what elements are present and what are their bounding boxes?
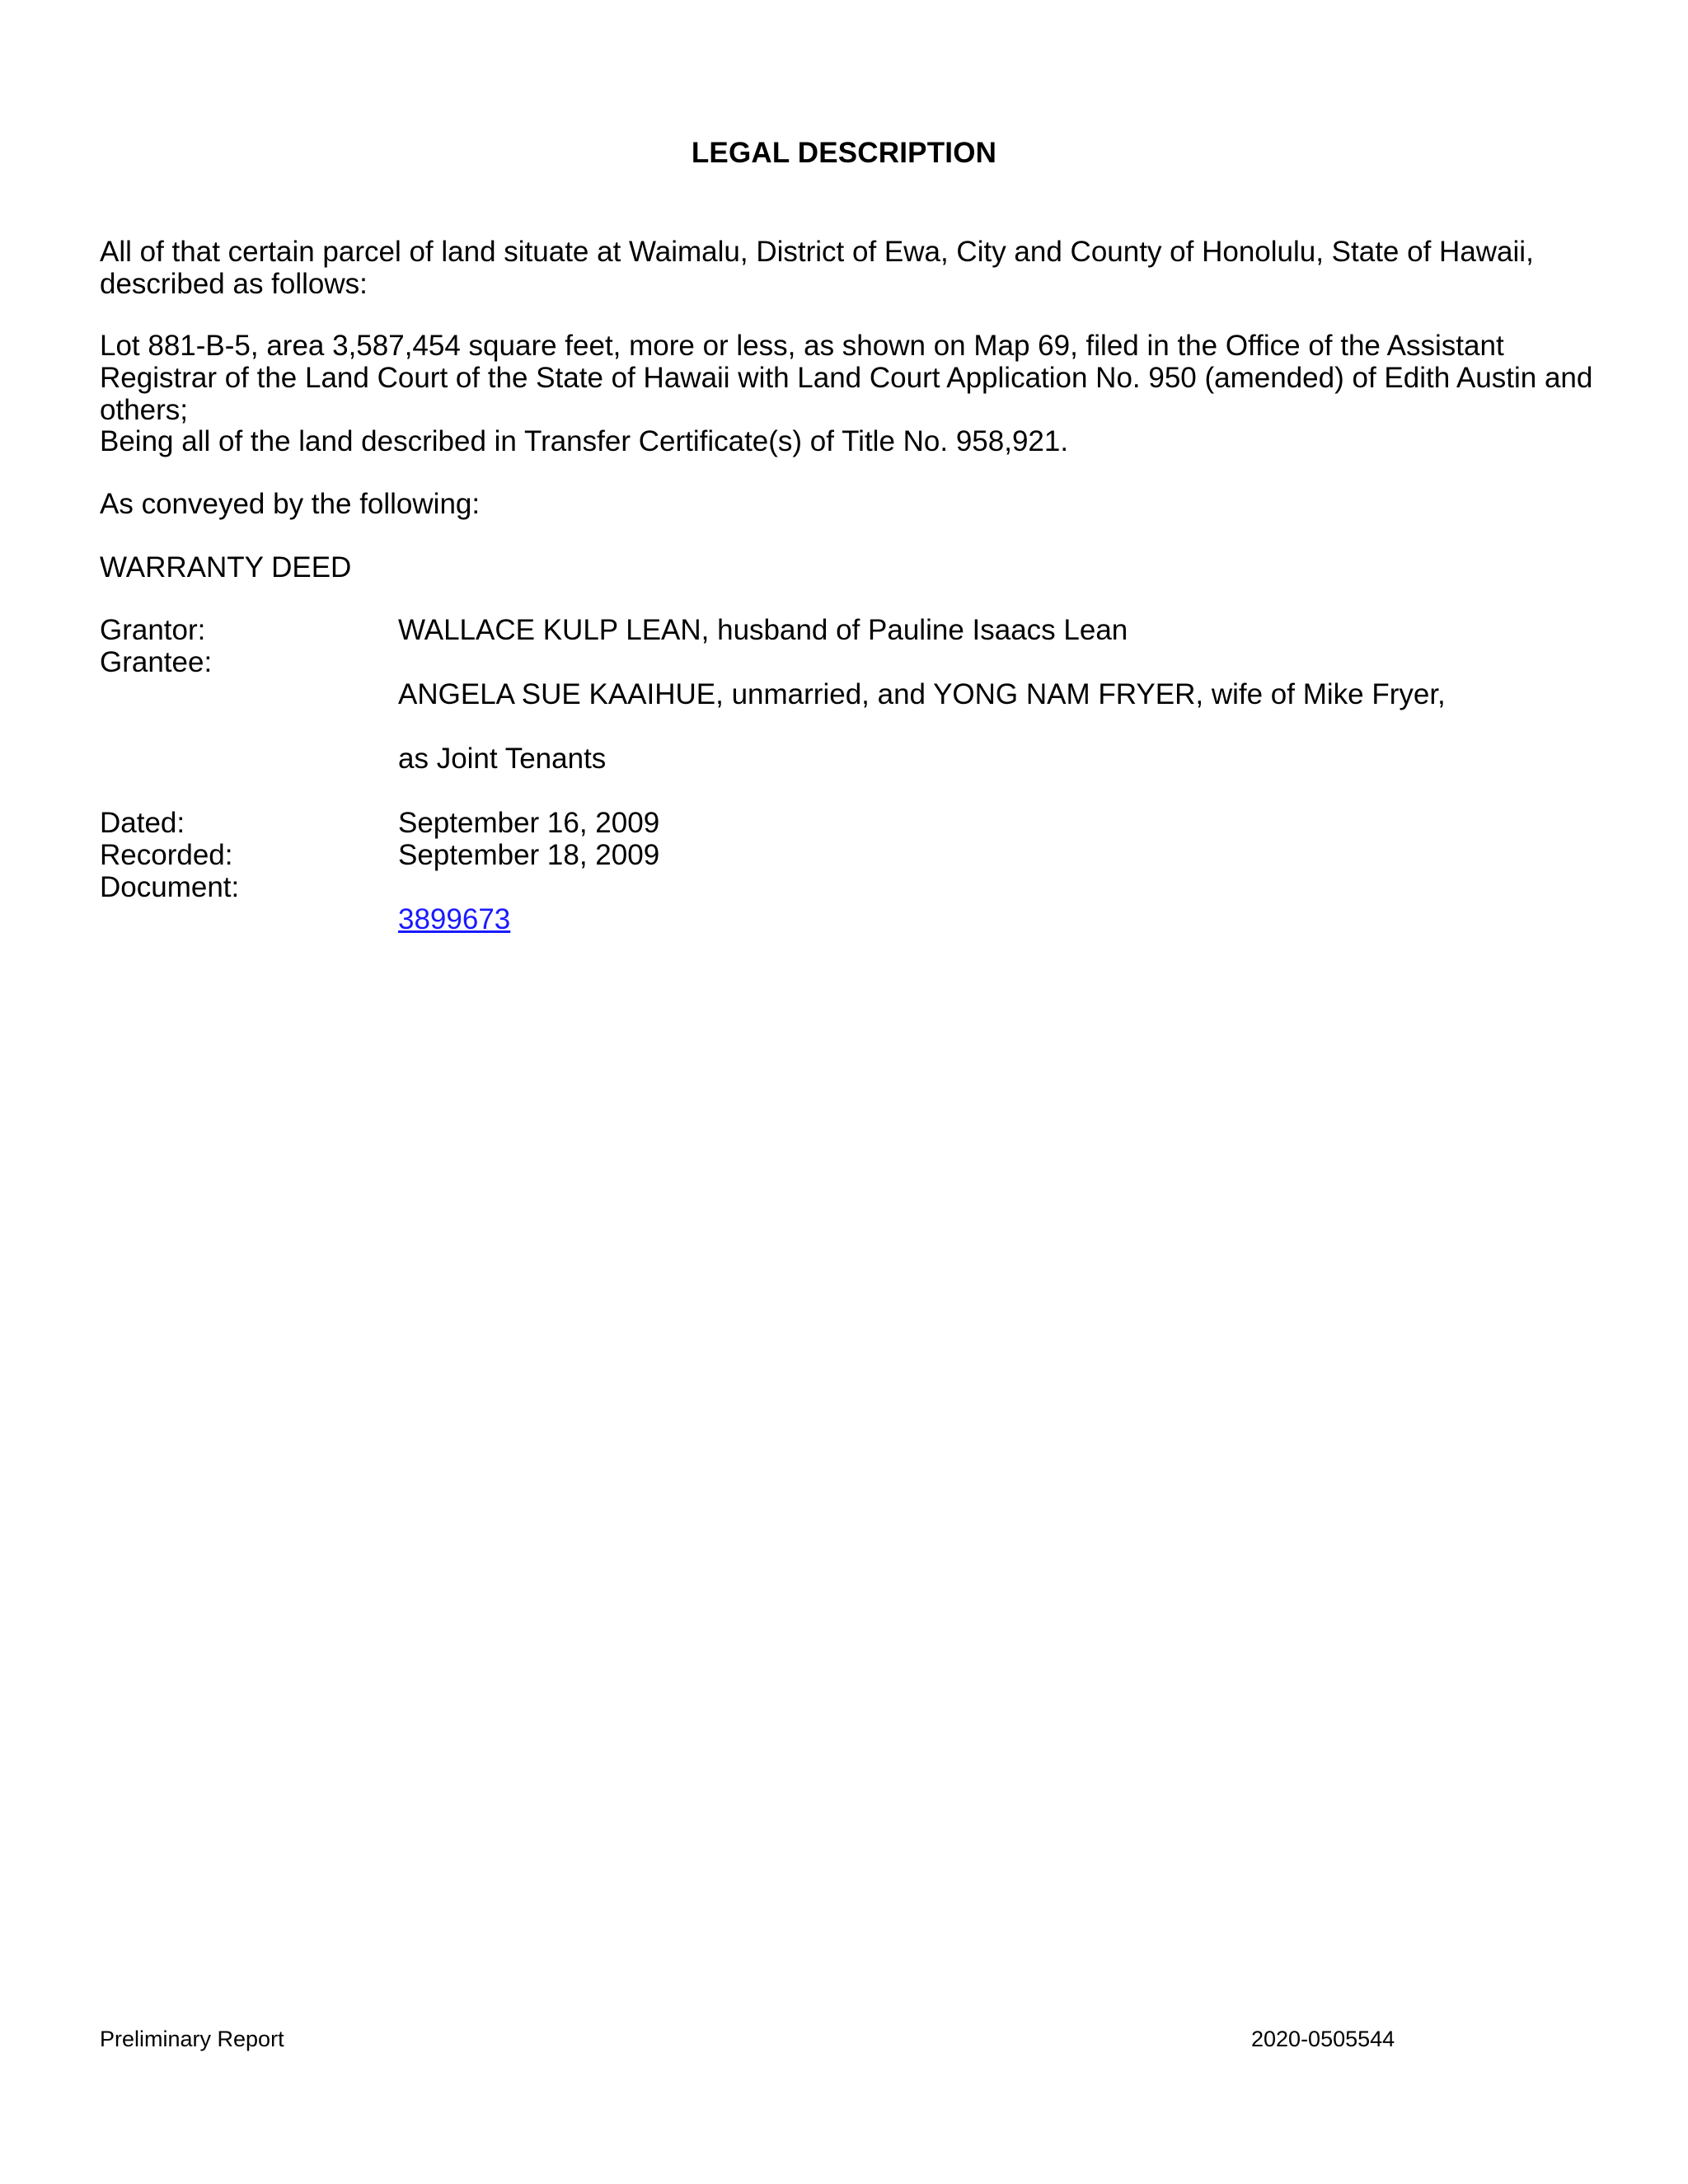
- dated-label: Dated:: [100, 807, 185, 839]
- grantor-row: [100, 614, 1616, 646]
- grantee-value: [398, 646, 1616, 807]
- document-value-cell: [398, 871, 1616, 935]
- grantee-label: Grantee:: [100, 646, 213, 678]
- grantor-value: WALLACE KULP LEAN, husband of Pauline Isaacs Lean: [398, 614, 1128, 646]
- grantee-row: [100, 646, 1616, 807]
- dated-row: [100, 807, 1616, 839]
- grantee-value-line2: as Joint Tenants: [398, 743, 607, 775]
- recorded-label: Recorded:: [100, 839, 233, 871]
- dated-value: September 16, 2009: [398, 807, 660, 839]
- grantee-value-line1: ANGELA SUE KAAIHUE, unmarried, and YONG NAM FRYER, wife of Mike Fryer,: [398, 678, 1446, 710]
- recorded-value: September 18, 2009: [398, 839, 660, 871]
- footer-report-type: Preliminary Report: [100, 2027, 284, 2051]
- lot-description-paragraph: Lot 881-B-5, area 3,587,454 square feet, more or less, as shown on Map 69, filed in the Office of the Assistant Registrar of the Land Court of the State of Hawaii with Land Court Application No. 950 (amended) of Edith Austin and others;: [100, 330, 1593, 426]
- deed-details-table: [100, 614, 1616, 935]
- document-label: Document:: [100, 871, 240, 903]
- document-row: [100, 871, 1616, 935]
- recorded-row: [100, 839, 1616, 871]
- document-number-link[interactable]: 3899673: [398, 903, 511, 935]
- footer-report-number: 2020-0505544: [1251, 2027, 1395, 2051]
- grantor-label: Grantor:: [100, 614, 206, 646]
- title-certificate-paragraph: Being all of the land described in Transfer Certificate(s) of Title No. 958,921.: [100, 425, 1069, 457]
- deed-type-heading: WARRANTY DEED: [100, 551, 352, 583]
- parcel-location-paragraph: All of that certain parcel of land situate at Waimalu, District of Ewa, City and County of Honolulu, State of Hawaii, described as follows:: [100, 236, 1534, 300]
- conveyance-intro-paragraph: As conveyed by the following:: [100, 488, 481, 520]
- page-title: LEGAL DESCRIPTION: [691, 137, 997, 169]
